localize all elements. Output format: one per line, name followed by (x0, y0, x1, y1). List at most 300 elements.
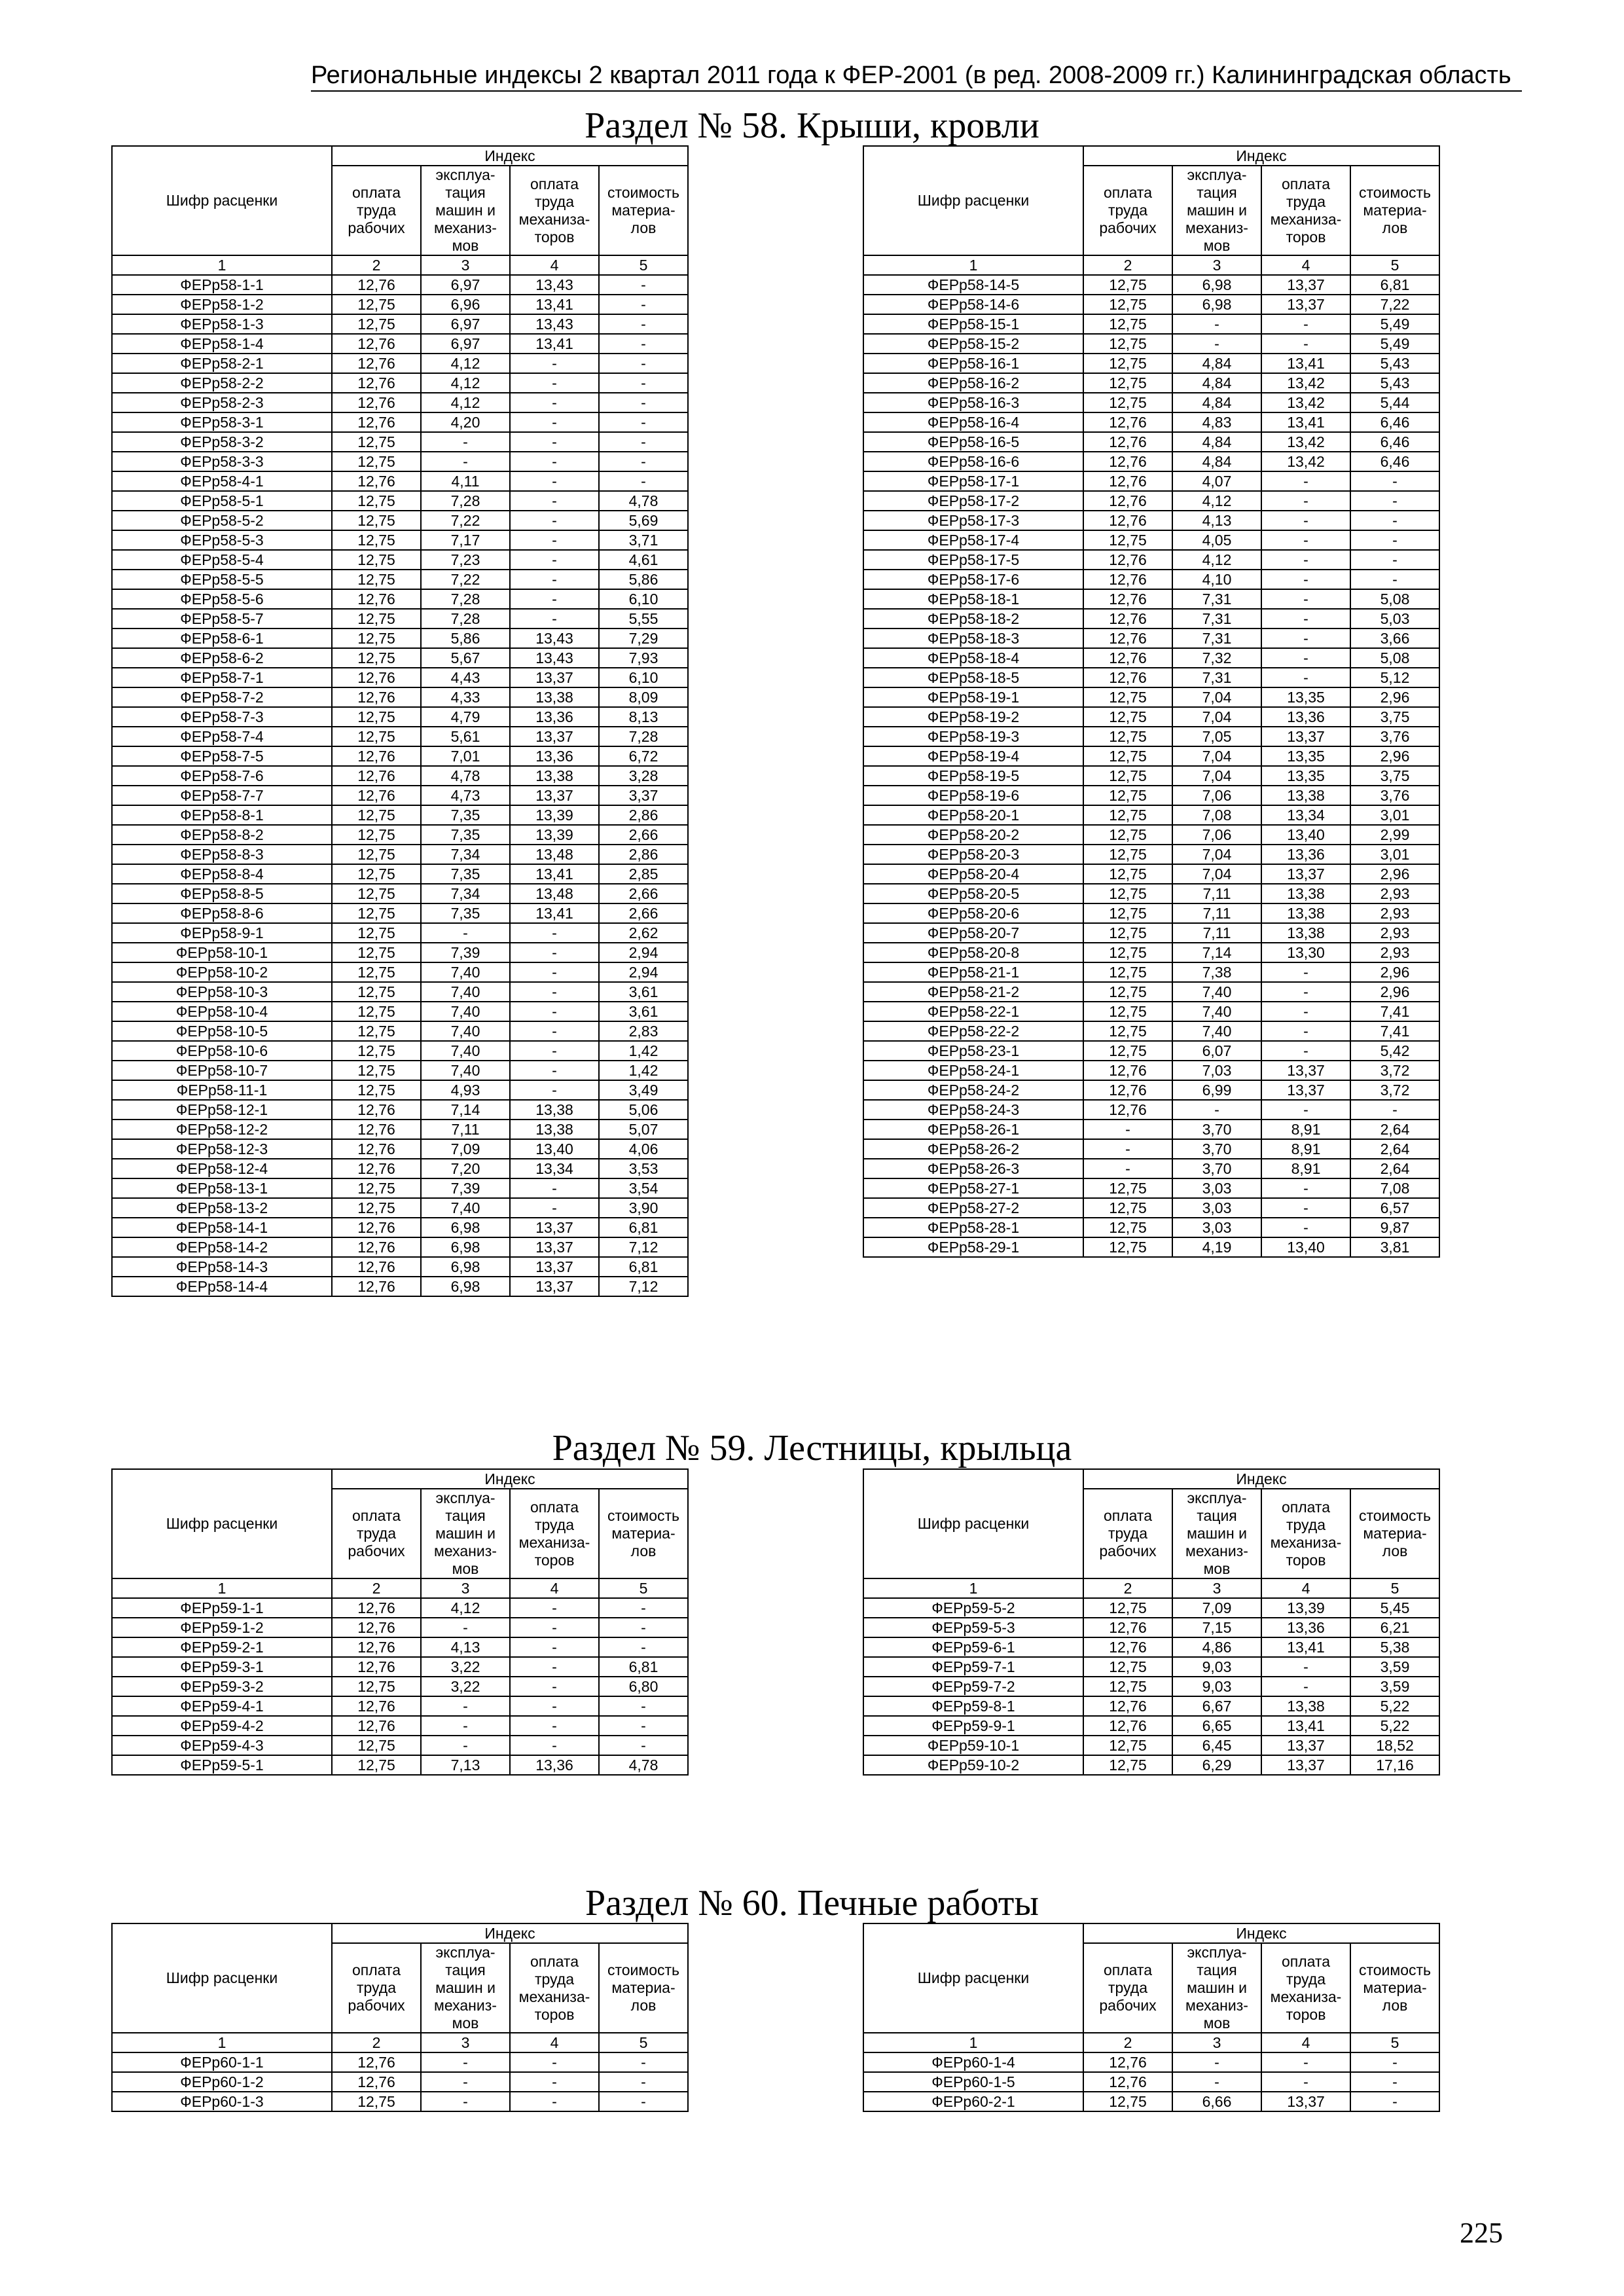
cell-machines: 6,07 (1172, 1041, 1261, 1061)
table-row (112, 609, 688, 629)
cell-code: ФЕРр58-16-2 (863, 373, 1083, 393)
table-row (863, 511, 1439, 530)
cell-labor: 12,75 (1083, 2092, 1172, 2111)
table-row (112, 1257, 688, 1277)
table-row (863, 471, 1439, 491)
cell-operators: - (1261, 1677, 1350, 1696)
cell-materials: 6,21 (1350, 1618, 1439, 1637)
cell-materials: 4,06 (599, 1139, 688, 1159)
table-row (863, 903, 1439, 923)
cell-materials: 6,81 (599, 1257, 688, 1277)
cell-code: ФЕРр58-20-6 (863, 903, 1083, 923)
column-number: 3 (421, 255, 510, 275)
cell-materials: 9,87 (1350, 1218, 1439, 1237)
cell-machines: 4,20 (421, 412, 510, 432)
cell-code: ФЕРр58-21-1 (863, 962, 1083, 982)
table-row (863, 570, 1439, 589)
cell-operators: 13,37 (1261, 1061, 1350, 1080)
cell-operators: 13,37 (1261, 1080, 1350, 1100)
table-row (863, 1237, 1439, 1257)
cell-labor: 12,75 (1083, 1736, 1172, 1755)
cell-machines: 4,84 (1172, 354, 1261, 373)
cell-materials: 8,09 (599, 687, 688, 707)
cell-materials: 4,61 (599, 550, 688, 570)
table-row (863, 727, 1439, 746)
cell-materials: 3,90 (599, 1198, 688, 1218)
cell-materials: 5,86 (599, 570, 688, 589)
cell-materials: - (599, 412, 688, 432)
cell-operators: - (510, 943, 599, 962)
cell-operators: 13,38 (1261, 903, 1350, 923)
table-row (863, 746, 1439, 766)
column-header-code: Шифр расценки (863, 1923, 1083, 2033)
cell-code: ФЕРр59-7-1 (863, 1657, 1083, 1677)
cell-code: ФЕРр58-22-2 (863, 1021, 1083, 1041)
index-table-58-left (111, 145, 689, 1297)
cell-machines: 6,66 (1172, 2092, 1261, 2111)
cell-operators: 13,37 (1261, 295, 1350, 314)
cell-code: ФЕРр59-4-1 (112, 1696, 332, 1716)
cell-machines: 6,97 (421, 275, 510, 295)
column-header-labor: оплата труда рабочих (332, 1943, 421, 2033)
column-header-machines: эксплуа-тация машин и механиз-мов (421, 1943, 510, 2033)
cell-machines: 7,31 (1172, 589, 1261, 609)
cell-materials: 5,43 (1350, 373, 1439, 393)
cell-code: ФЕРр58-7-3 (112, 707, 332, 727)
table-row (863, 1021, 1439, 1041)
cell-operators: - (1261, 1100, 1350, 1120)
cell-machines: 4,84 (1172, 393, 1261, 412)
column-number: 3 (1172, 255, 1261, 275)
cell-materials: - (599, 393, 688, 412)
cell-machines: 7,06 (1172, 786, 1261, 805)
cell-machines: - (421, 432, 510, 452)
cell-labor: 12,76 (332, 746, 421, 766)
cell-code: ФЕРр58-27-1 (863, 1178, 1083, 1198)
cell-materials: 2,66 (599, 884, 688, 903)
cell-machines: 4,84 (1172, 373, 1261, 393)
cell-machines: 7,22 (421, 570, 510, 589)
cell-labor: 12,75 (1083, 334, 1172, 354)
table-row (112, 825, 688, 845)
cell-materials: - (599, 1716, 688, 1736)
cell-machines: - (421, 923, 510, 943)
cell-code: ФЕРр58-19-6 (863, 786, 1083, 805)
table-row (112, 1677, 688, 1696)
cell-labor: 12,76 (332, 471, 421, 491)
cell-code: ФЕРр58-18-1 (863, 589, 1083, 609)
table-row (863, 982, 1439, 1002)
cell-code: ФЕРр58-5-2 (112, 511, 332, 530)
cell-materials: 5,42 (1350, 1041, 1439, 1061)
cell-code: ФЕРр58-14-1 (112, 1218, 332, 1237)
cell-materials: 2,64 (1350, 1159, 1439, 1178)
cell-code: ФЕРр58-11-1 (112, 1080, 332, 1100)
column-header-index: Индекс (332, 1469, 688, 1489)
cell-materials: - (1350, 2052, 1439, 2072)
column-number-row (112, 255, 688, 275)
cell-materials: 3,72 (1350, 1080, 1439, 1100)
cell-materials: 5,06 (599, 1100, 688, 1120)
cell-machines: 3,03 (1172, 1178, 1261, 1198)
table-row (863, 275, 1439, 295)
cell-labor: 12,75 (332, 2092, 421, 2111)
cell-operators: 13,38 (1261, 786, 1350, 805)
cell-materials: 2,96 (1350, 864, 1439, 884)
cell-operators: 13,37 (510, 1277, 599, 1296)
cell-operators: - (1261, 668, 1350, 687)
cell-labor: 12,76 (332, 275, 421, 295)
table-row (112, 923, 688, 943)
table-row (863, 334, 1439, 354)
cell-machines: 6,98 (421, 1277, 510, 1296)
cell-labor: 12,75 (1083, 1198, 1172, 1218)
cell-operators: - (510, 432, 599, 452)
cell-operators: - (1261, 1002, 1350, 1021)
cell-operators: 13,37 (510, 1218, 599, 1237)
cell-labor: 12,75 (1083, 295, 1172, 314)
table-row (863, 1120, 1439, 1139)
cell-materials: 3,72 (1350, 1061, 1439, 1080)
cell-operators: 8,91 (1261, 1139, 1350, 1159)
cell-code: ФЕРр58-14-3 (112, 1257, 332, 1277)
column-number: 4 (1261, 2033, 1350, 2052)
cell-materials: 18,52 (1350, 1736, 1439, 1755)
column-number: 3 (421, 2033, 510, 2052)
table-row (863, 1139, 1439, 1159)
cell-labor: 12,75 (332, 1002, 421, 1021)
cell-materials: 4,78 (599, 491, 688, 511)
cell-labor: 12,75 (1083, 962, 1172, 982)
cell-labor: 12,76 (1083, 2052, 1172, 2072)
cell-materials: 5,55 (599, 609, 688, 629)
cell-labor: 12,75 (332, 1061, 421, 1080)
cell-labor: 12,75 (1083, 903, 1172, 923)
cell-operators: - (1261, 589, 1350, 609)
cell-operators: - (1261, 491, 1350, 511)
cell-machines: 7,05 (1172, 727, 1261, 746)
cell-materials: 6,81 (1350, 275, 1439, 295)
cell-materials: 7,41 (1350, 1021, 1439, 1041)
cell-materials: 2,64 (1350, 1139, 1439, 1159)
column-header-materials: стоимость материа-лов (599, 1489, 688, 1578)
cell-code: ФЕРр58-27-2 (863, 1198, 1083, 1218)
cell-machines: 4,84 (1172, 432, 1261, 452)
cell-machines: 4,12 (1172, 491, 1261, 511)
cell-code: ФЕРр58-18-2 (863, 609, 1083, 629)
index-table-59-right (863, 1468, 1440, 1776)
cell-code: ФЕРр58-12-2 (112, 1120, 332, 1139)
cell-materials: 17,16 (1350, 1755, 1439, 1775)
cell-code: ФЕРр58-7-1 (112, 668, 332, 687)
cell-operators: - (510, 589, 599, 609)
cell-materials: 2,94 (599, 962, 688, 982)
cell-labor: 12,76 (332, 354, 421, 373)
cell-labor: 12,75 (332, 1178, 421, 1198)
table-row (112, 1618, 688, 1637)
cell-machines: 4,78 (421, 766, 510, 786)
cell-operators: - (1261, 629, 1350, 648)
column-number-row (863, 1578, 1439, 1598)
cell-machines: 6,97 (421, 314, 510, 334)
cell-operators: 13,43 (510, 648, 599, 668)
cell-machines: 7,31 (1172, 609, 1261, 629)
column-header-materials: стоимость материа-лов (1350, 1943, 1439, 2033)
cell-machines: 7,28 (421, 491, 510, 511)
cell-operators: 13,37 (1261, 1736, 1350, 1755)
cell-code: ФЕРр58-10-4 (112, 1002, 332, 1021)
cell-labor: 12,75 (1083, 1598, 1172, 1618)
column-number: 5 (1350, 1578, 1439, 1598)
cell-materials: 6,10 (599, 589, 688, 609)
table-row (112, 1218, 688, 1237)
column-number: 3 (1172, 1578, 1261, 1598)
cell-labor: 12,75 (332, 1755, 421, 1775)
table-row (863, 2092, 1439, 2111)
cell-code: ФЕРр58-10-2 (112, 962, 332, 982)
column-number: 5 (1350, 2033, 1439, 2052)
column-header-machines: эксплуа-тация машин и механиз-мов (1172, 166, 1261, 255)
column-number: 4 (1261, 255, 1350, 275)
cell-code: ФЕРр59-2-1 (112, 1637, 332, 1657)
cell-machines: 7,31 (1172, 629, 1261, 648)
cell-labor: 12,76 (332, 1237, 421, 1257)
cell-code: ФЕРр58-20-2 (863, 825, 1083, 845)
table-row (863, 1159, 1439, 1178)
cell-machines: - (1172, 314, 1261, 334)
cell-code: ФЕРр58-18-4 (863, 648, 1083, 668)
cell-labor: 12,75 (332, 530, 421, 550)
cell-code: ФЕРр60-2-1 (863, 2092, 1083, 2111)
cell-code: ФЕРр58-16-3 (863, 393, 1083, 412)
cell-code: ФЕРр58-10-6 (112, 1041, 332, 1061)
cell-machines: 6,97 (421, 334, 510, 354)
cell-operators: - (1261, 334, 1350, 354)
cell-code: ФЕРр58-8-4 (112, 864, 332, 884)
cell-operators: 13,35 (1261, 746, 1350, 766)
cell-machines: 7,22 (421, 511, 510, 530)
cell-materials: - (599, 373, 688, 393)
table-row (863, 373, 1439, 393)
cell-materials: 6,80 (599, 1677, 688, 1696)
cell-code: ФЕРр58-5-1 (112, 491, 332, 511)
cell-machines: 7,39 (421, 1178, 510, 1198)
cell-labor: 12,76 (1083, 432, 1172, 452)
column-number-row (863, 2033, 1439, 2052)
cell-labor: 12,75 (1083, 1677, 1172, 1696)
table-row (112, 570, 688, 589)
cell-code: ФЕРр58-17-3 (863, 511, 1083, 530)
table-row (112, 1598, 688, 1618)
cell-code: ФЕРр60-1-3 (112, 2092, 332, 2111)
cell-code: ФЕРр60-1-4 (863, 2052, 1083, 2072)
cell-materials: - (1350, 471, 1439, 491)
cell-labor: 12,76 (1083, 1716, 1172, 1736)
cell-materials: 2,96 (1350, 962, 1439, 982)
cell-labor: 12,76 (1083, 1696, 1172, 1716)
cell-code: ФЕРр58-16-5 (863, 432, 1083, 452)
column-header-labor: оплата труда рабочих (1083, 1943, 1172, 2033)
cell-labor: 12,76 (1083, 511, 1172, 530)
cell-machines: - (421, 2052, 510, 2072)
header-row-group (112, 1923, 688, 1943)
cell-labor: 12,75 (1083, 943, 1172, 962)
index-table-59-left (111, 1468, 689, 1776)
cell-machines: 4,33 (421, 687, 510, 707)
cell-machines: 9,03 (1172, 1677, 1261, 1696)
table-row (112, 314, 688, 334)
cell-labor: 12,75 (1083, 1178, 1172, 1198)
cell-materials: 7,28 (599, 727, 688, 746)
cell-materials: 5,08 (1350, 648, 1439, 668)
column-header-operators: оплата труда механиза-торов (1261, 1943, 1350, 2033)
cell-operators: - (510, 412, 599, 432)
cell-labor: 12,76 (332, 589, 421, 609)
cell-code: ФЕРр58-28-1 (863, 1218, 1083, 1237)
cell-materials: 2,64 (1350, 1120, 1439, 1139)
column-header-index: Индекс (1083, 1923, 1439, 1943)
cell-operators: 13,41 (510, 334, 599, 354)
cell-code: ФЕРр58-1-2 (112, 295, 332, 314)
cell-labor: 12,75 (1083, 923, 1172, 943)
cell-operators: - (1261, 962, 1350, 982)
cell-labor: 12,75 (1083, 530, 1172, 550)
table-row (112, 432, 688, 452)
cell-code: ФЕРр58-16-6 (863, 452, 1083, 471)
cell-code: ФЕРр58-5-3 (112, 530, 332, 550)
cell-code: ФЕРр58-22-1 (863, 1002, 1083, 1021)
cell-operators: 8,91 (1261, 1120, 1350, 1139)
cell-materials: 7,41 (1350, 1002, 1439, 1021)
cell-operators: 13,42 (1261, 452, 1350, 471)
cell-labor: 12,76 (332, 393, 421, 412)
cell-code: ФЕРр58-20-3 (863, 845, 1083, 864)
cell-machines: 7,11 (421, 1120, 510, 1139)
cell-labor: 12,75 (332, 727, 421, 746)
cell-operators: 13,41 (510, 864, 599, 884)
cell-code: ФЕРр58-16-4 (863, 412, 1083, 432)
cell-code: ФЕРр59-5-2 (863, 1598, 1083, 1618)
table-row (112, 1657, 688, 1677)
cell-operators: 13,41 (510, 295, 599, 314)
cell-labor: 12,75 (332, 923, 421, 943)
cell-labor: 12,76 (332, 1100, 421, 1120)
table-row (863, 550, 1439, 570)
table-row (112, 1277, 688, 1296)
cell-materials: 3,76 (1350, 727, 1439, 746)
cell-operators: 13,40 (1261, 825, 1350, 845)
cell-labor: 12,75 (332, 707, 421, 727)
cell-materials: 2,96 (1350, 746, 1439, 766)
cell-materials: 5,49 (1350, 334, 1439, 354)
cell-labor: 12,75 (332, 962, 421, 982)
cell-operators: - (1261, 609, 1350, 629)
cell-machines: 5,67 (421, 648, 510, 668)
table-row (863, 1002, 1439, 1021)
cell-materials: 7,29 (599, 629, 688, 648)
table-row (863, 1178, 1439, 1198)
cell-materials: - (599, 295, 688, 314)
cell-materials: - (1350, 570, 1439, 589)
column-header-machines: эксплуа-тация машин и механиз-мов (1172, 1489, 1261, 1578)
cell-machines: 4,12 (1172, 550, 1261, 570)
cell-operators: 13,35 (1261, 766, 1350, 786)
cell-labor: 12,76 (1083, 1061, 1172, 1080)
cell-labor: 12,76 (332, 1696, 421, 1716)
cell-materials: - (1350, 491, 1439, 511)
cell-machines: 7,04 (1172, 687, 1261, 707)
cell-machines: 7,11 (1172, 884, 1261, 903)
cell-operators: - (510, 1677, 599, 1696)
cell-operators: 13,36 (1261, 845, 1350, 864)
cell-operators: - (510, 491, 599, 511)
cell-labor: 12,75 (332, 648, 421, 668)
cell-materials: 2,85 (599, 864, 688, 884)
cell-materials: - (1350, 2072, 1439, 2092)
table-row (863, 1618, 1439, 1637)
table-row (863, 354, 1439, 373)
cell-machines: 7,35 (421, 864, 510, 884)
cell-operators: - (1261, 1218, 1350, 1237)
cell-machines: 7,40 (1172, 1002, 1261, 1021)
cell-operators: 13,42 (1261, 393, 1350, 412)
cell-machines: 7,39 (421, 943, 510, 962)
cell-materials: 2,62 (599, 923, 688, 943)
cell-labor: 12,76 (332, 1139, 421, 1159)
table-row (863, 648, 1439, 668)
table-row (863, 687, 1439, 707)
index-table-60-right (863, 1923, 1440, 2112)
cell-machines: 7,35 (421, 805, 510, 825)
cell-labor: 12,75 (1083, 373, 1172, 393)
cell-labor: - (1083, 1120, 1172, 1139)
table-row (112, 884, 688, 903)
cell-materials: - (1350, 550, 1439, 570)
cell-operators: 13,37 (510, 727, 599, 746)
cell-code: ФЕРр58-17-2 (863, 491, 1083, 511)
cell-labor: 12,76 (332, 334, 421, 354)
cell-operators: - (1261, 648, 1350, 668)
column-header-machines: эксплуа-тация машин и механиз-мов (421, 1489, 510, 1578)
cell-code: ФЕРр58-14-4 (112, 1277, 332, 1296)
cell-operators: - (510, 373, 599, 393)
cell-machines: 7,17 (421, 530, 510, 550)
cell-machines: 7,34 (421, 845, 510, 864)
cell-labor: 12,76 (1083, 629, 1172, 648)
cell-machines: 7,14 (421, 1100, 510, 1120)
cell-code: ФЕРр60-1-2 (112, 2072, 332, 2092)
cell-machines: 4,19 (1172, 1237, 1261, 1257)
table-row (112, 393, 688, 412)
cell-labor: 12,75 (332, 903, 421, 923)
cell-code: ФЕРр58-20-7 (863, 923, 1083, 943)
table-row (863, 1598, 1439, 1618)
cell-operators: 13,43 (510, 275, 599, 295)
cell-materials: - (599, 1696, 688, 1716)
cell-machines: 4,83 (1172, 412, 1261, 432)
header-row-group (863, 146, 1439, 166)
table-row (863, 2052, 1439, 2072)
table-row (863, 314, 1439, 334)
column-header-index: Индекс (1083, 1469, 1439, 1489)
cell-machines: 7,28 (421, 589, 510, 609)
cell-labor: 12,75 (332, 570, 421, 589)
cell-operators: 13,43 (510, 629, 599, 648)
cell-materials: 5,45 (1350, 1598, 1439, 1618)
table-row (112, 1061, 688, 1080)
column-header-index: Индекс (332, 146, 688, 166)
cell-materials: 6,46 (1350, 432, 1439, 452)
